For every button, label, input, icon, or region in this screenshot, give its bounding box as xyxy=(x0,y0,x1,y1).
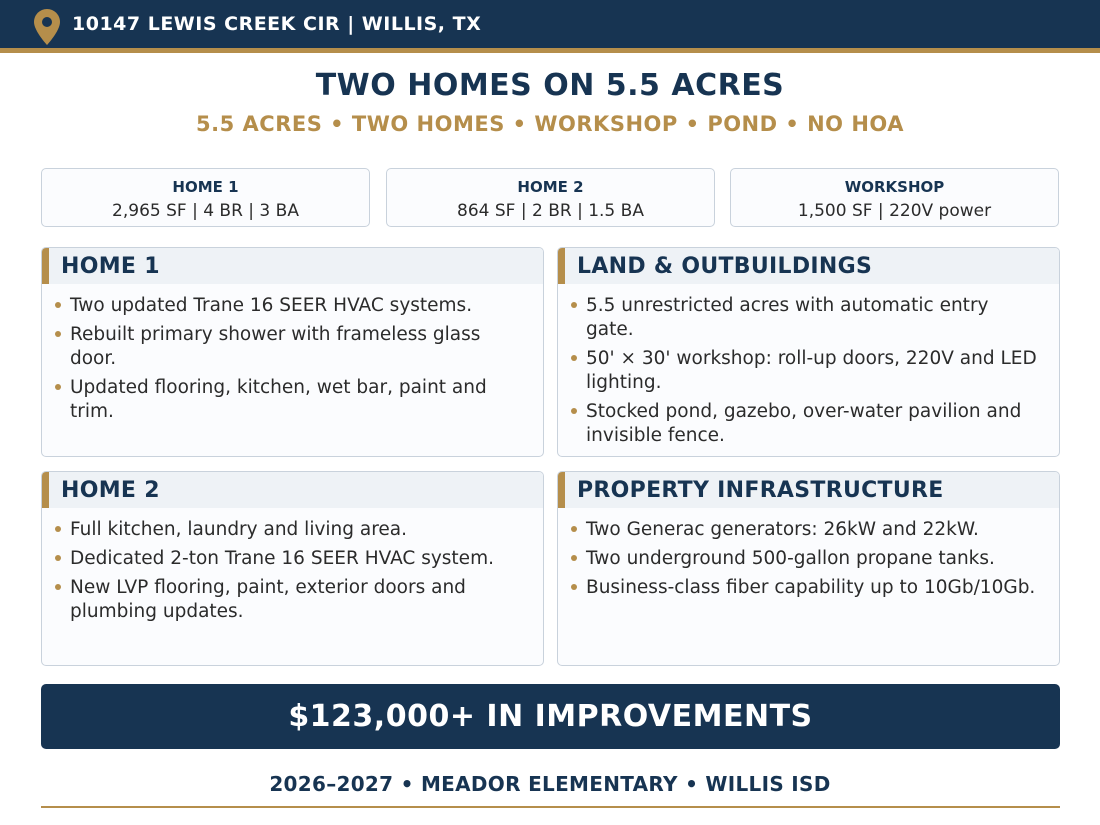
footer-divider xyxy=(41,806,1060,808)
list-item: 5.5 unrestricted acres with automatic entry gate. xyxy=(586,294,1045,342)
feature-list xyxy=(558,508,1059,600)
list-item: Two Generac generators: 26kW and 22kW. xyxy=(586,518,1045,542)
section-header xyxy=(558,248,1059,284)
list-item: 50' × 30' workshop: roll-up doors, 220V and LED lighting. xyxy=(586,347,1045,395)
banner-text: $123,000+ IN IMPROVEMENTS xyxy=(288,699,813,734)
list-item: Updated flooring, kitchen, wet bar, paint and trim. xyxy=(70,376,529,424)
tagline: 5.5 ACRES • TWO HOMES • WORKSHOP • POND • NO HOA xyxy=(196,112,904,136)
stat-card-workshop xyxy=(730,168,1059,227)
section-land-outbuildings xyxy=(557,247,1060,457)
section-home-1 xyxy=(41,247,544,457)
list-item: Two updated Trane 16 SEER HVAC systems. xyxy=(70,294,529,318)
section-header xyxy=(42,472,543,508)
stat-value: 864 SF | 2 BR | 1.5 BA xyxy=(457,201,644,221)
list-item: New LVP flooring, paint, exterior doors and plumbing updates. xyxy=(70,576,529,624)
section-title: PROPERTY INFRASTRUCTURE xyxy=(577,477,944,503)
section-header xyxy=(42,248,543,284)
list-item: Two underground 500-gallon propane tanks. xyxy=(586,547,1045,571)
list-item: Rebuilt primary shower with frameless glass door. xyxy=(70,323,529,371)
improvements-banner xyxy=(41,684,1060,749)
header-bar xyxy=(0,0,1100,53)
section-title: HOME 2 xyxy=(61,477,160,503)
feature-list xyxy=(42,284,543,424)
school-footer: 2026–2027 • MEADOR ELEMENTARY • WILLIS ISD xyxy=(269,772,831,796)
feature-list xyxy=(558,284,1059,448)
section-title: HOME 1 xyxy=(61,253,160,279)
list-item: Business-class fiber capability up to 10Gb/10Gb. xyxy=(586,576,1045,600)
address-heading: 10147 LEWIS CREEK CIR | WILLIS, TX xyxy=(72,13,482,35)
stat-card-home-1 xyxy=(41,168,370,227)
section-title: LAND & OUTBUILDINGS xyxy=(577,253,873,279)
list-item: Dedicated 2-ton Trane 16 SEER HVAC system. xyxy=(70,547,529,571)
stat-row xyxy=(41,168,1060,229)
list-item: Full kitchen, laundry and living area. xyxy=(70,518,529,542)
stat-title: HOME 1 xyxy=(172,178,239,196)
stat-value: 1,500 SF | 220V power xyxy=(797,201,992,221)
location-pin-icon xyxy=(33,8,61,46)
section-property-infrastructure xyxy=(557,471,1060,666)
list-item: Stocked pond, gazebo, over-water pavilion and invisible fence. xyxy=(586,400,1045,448)
section-home-2 xyxy=(41,471,544,666)
page-title: TWO HOMES ON 5.5 ACRES xyxy=(315,68,785,103)
stat-title: HOME 2 xyxy=(517,178,584,196)
stat-title: WORKSHOP xyxy=(844,178,945,196)
stat-card-home-2 xyxy=(386,168,715,227)
feature-list xyxy=(42,508,543,624)
section-header xyxy=(558,472,1059,508)
stat-value: 2,965 SF | 4 BR | 3 BA xyxy=(112,201,299,221)
